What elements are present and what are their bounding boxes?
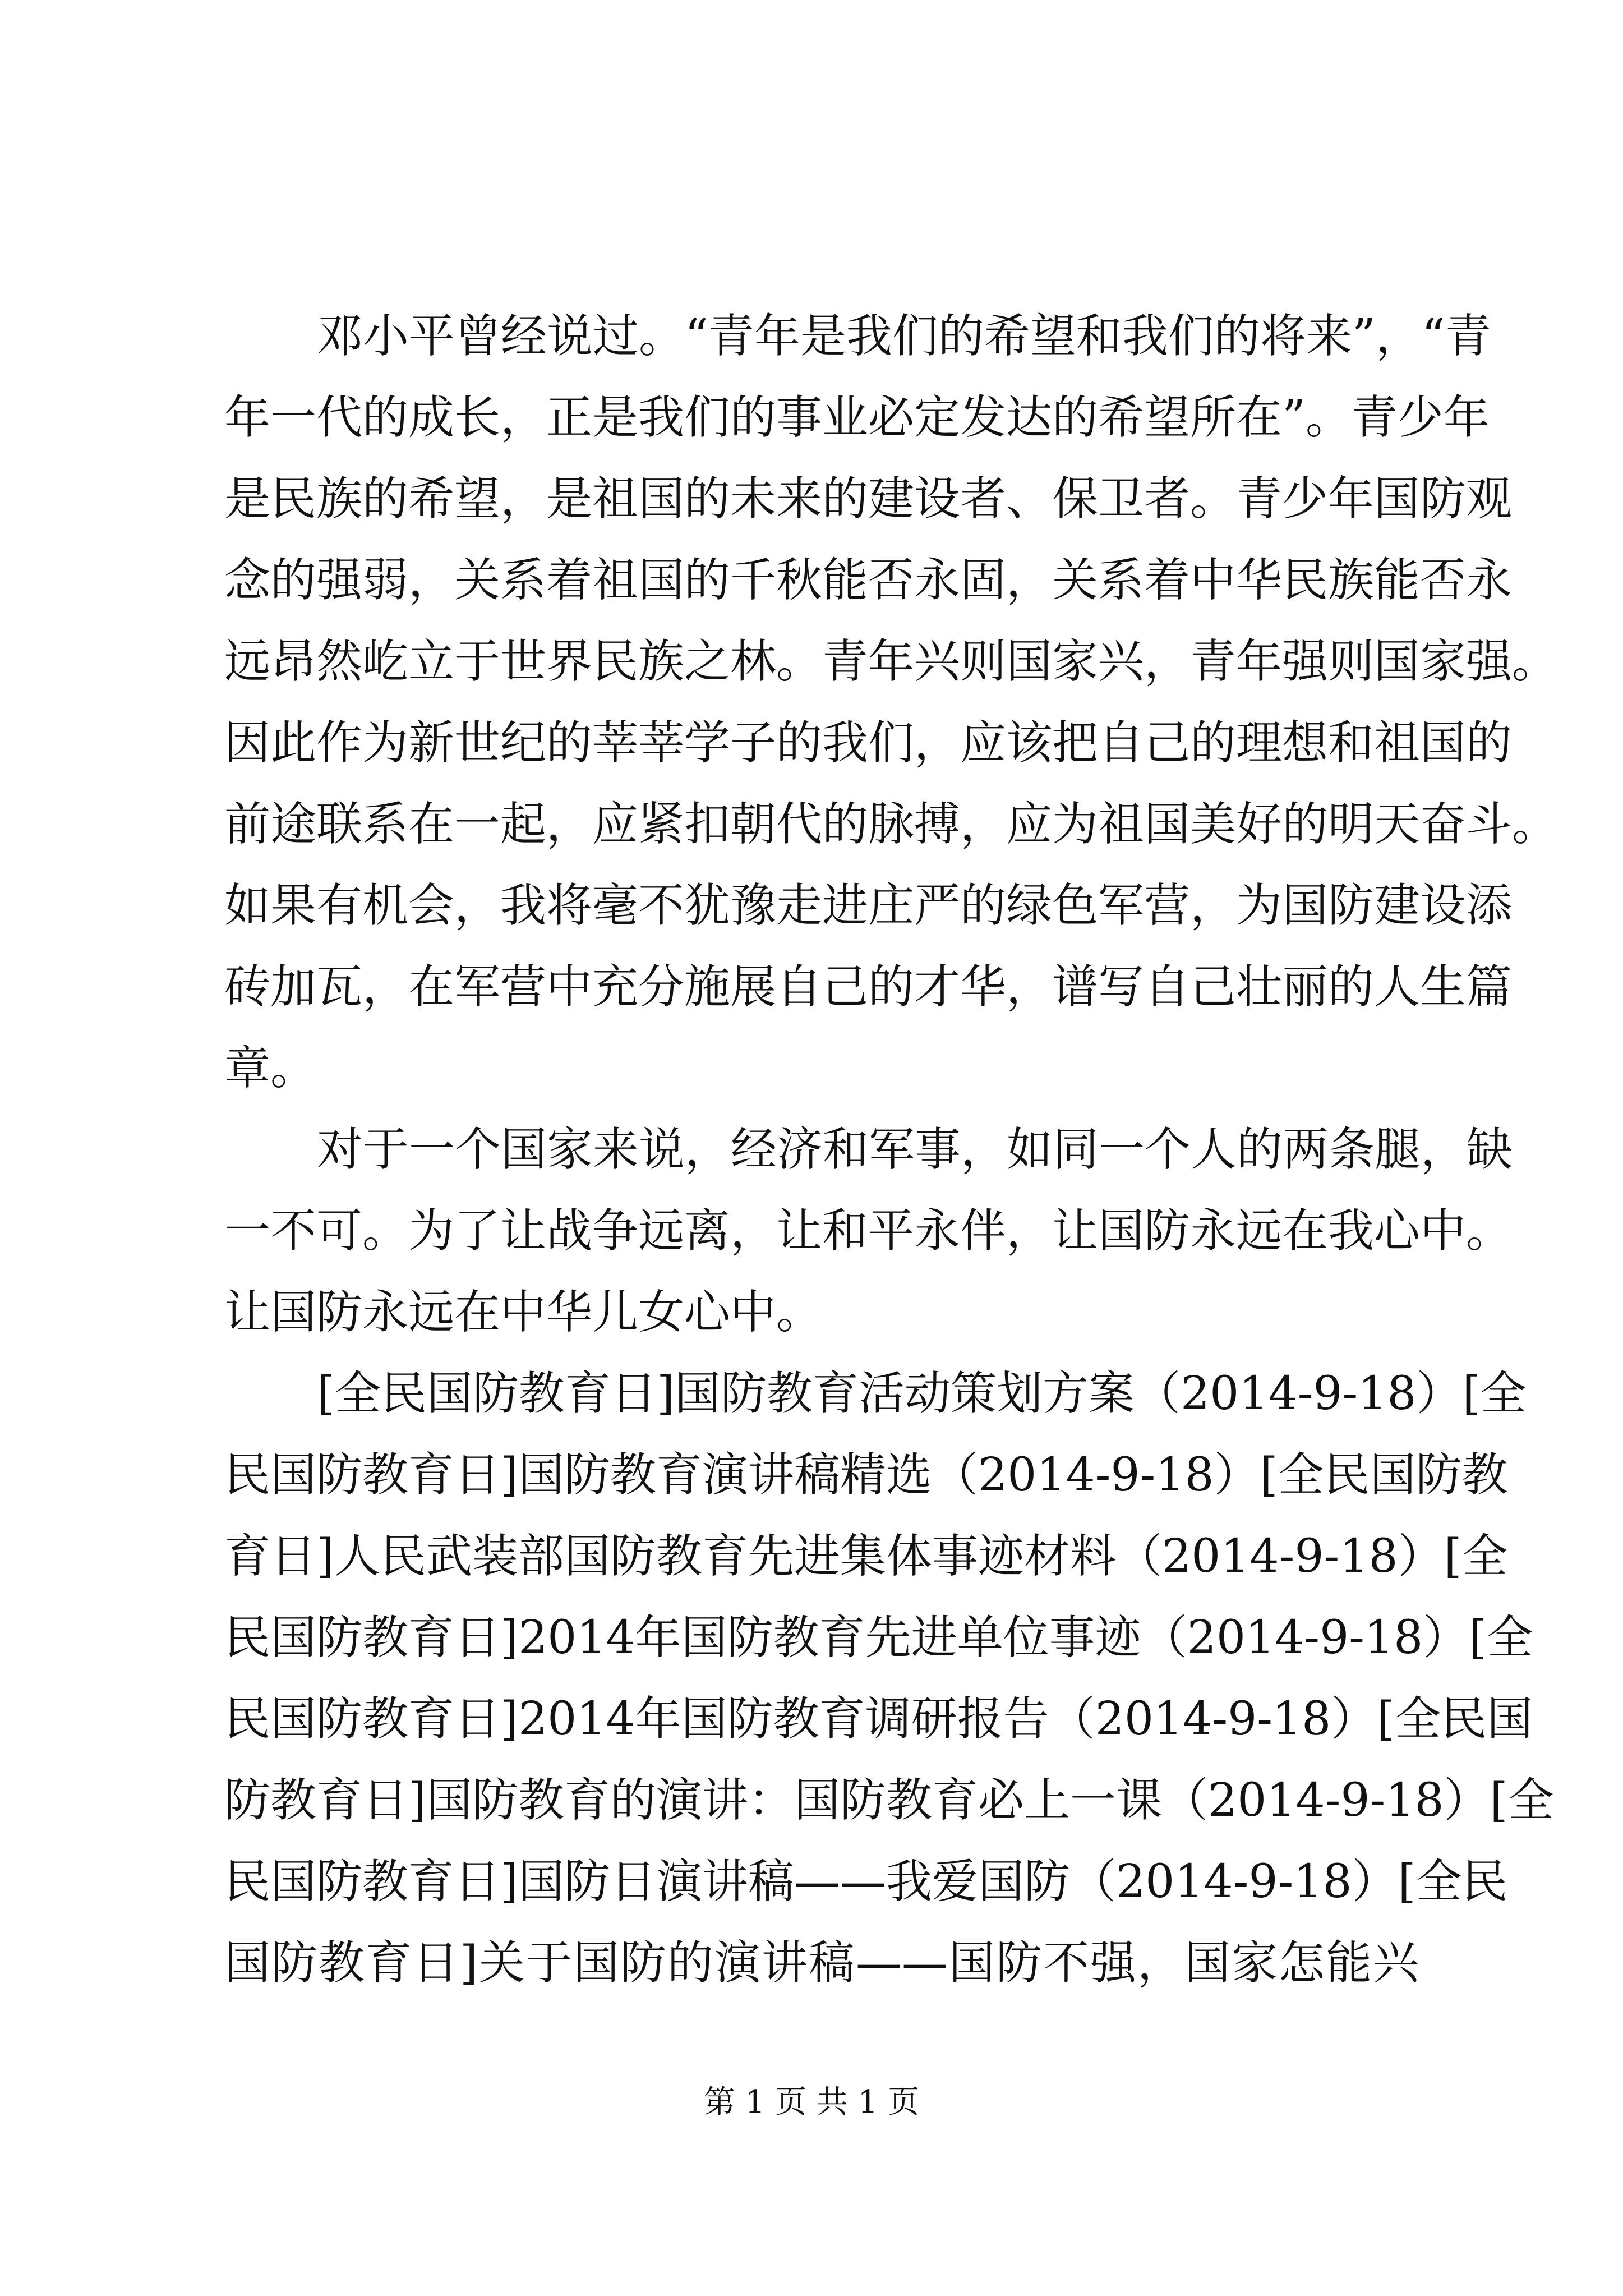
text-line: 对于一个国家来说，经济和军事，如同一个人的两条腿，缺: [317, 1123, 1513, 1176]
page-footer: 第 1 页 共 1 页: [703, 2084, 920, 2120]
text-line: 年一代的成长，正是我们的事业必定发达的希望所在”。青少年: [224, 391, 1490, 444]
text-line: 让国防永远在中华儿女心中。: [224, 1286, 823, 1339]
text-line: 防教育日]国防教育的演讲：国防教育必上一课（2014-9-18）[全: [224, 1774, 1554, 1827]
text-line: 一不可。为了让战争远离，让和平永伴，让国防永远在我心中。: [224, 1204, 1513, 1258]
text-line: 因此作为新世纪的莘莘学子的我们，应该把自己的理想和祖国的: [224, 716, 1513, 770]
text-line: 育日]人民武装部国防教育先进集体事迹材料（2014-9-18）[全: [224, 1530, 1508, 1583]
text-line: [全民国防教育日]国防教育活动策划方案（2014-9-18）[全: [317, 1367, 1527, 1420]
text-line: 民国防教育日]2014年国防教育调研报告（2014-9-18）[全民国: [224, 1692, 1533, 1746]
text-line: 砖加瓦，在军营中充分施展自己的才华，谱写自己壮丽的人生篇: [224, 960, 1513, 1014]
text-line: 民国防教育日]2014年国防教育先进单位事迹（2014-9-18）[全: [224, 1611, 1533, 1664]
text-line: 前途联系在一起，应紧扣朝代的脉搏，应为祖国美好的明天奋斗。: [224, 798, 1559, 851]
text-line: 念的强弱，关系着祖国的千秋能否永固，关系着中华民族能否永: [224, 554, 1513, 607]
text-line: 是民族的希望，是祖国的未来的建设者、保卫者。青少年国防观: [224, 472, 1513, 526]
text-line: 如果有机会，我将毫不犹豫走进庄严的绿色军营，为国防建设添: [224, 879, 1513, 932]
text-line: 国防教育日]关于国防的演讲稿——国防不强，国家怎能兴: [224, 1936, 1419, 1990]
text-line: 远昂然屹立于世界民族之林。青年兴则国家兴，青年强则国家强。: [224, 635, 1559, 688]
text-line: 民国防教育日]国防教育演讲稿精选（2014-9-18）[全民国防教: [224, 1448, 1508, 1502]
text-line: 章。: [224, 1042, 317, 1095]
text-line: 邓小平曾经说过。“青年是我们的希望和我们的将来”，“青: [317, 310, 1491, 363]
text-line: 民国防教育日]国防日演讲稿——我爱国防（2014-9-18）[全民: [224, 1855, 1508, 1908]
